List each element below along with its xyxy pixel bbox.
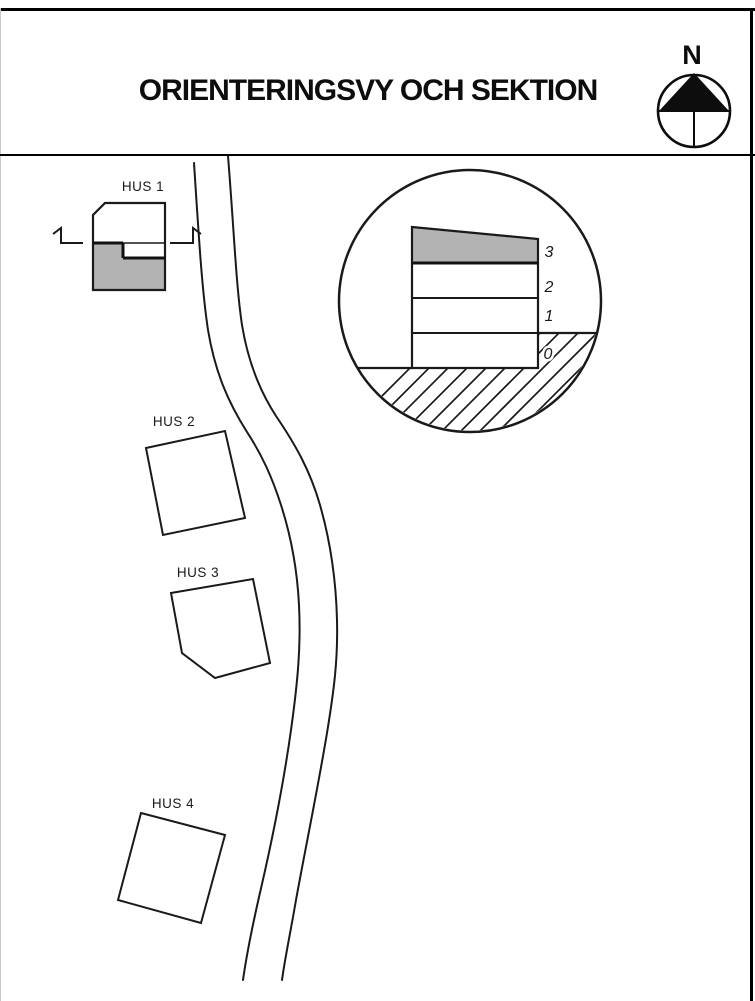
section-cut-mark-left (53, 228, 83, 243)
page-title: ORIENTERINGSVY OCH SEKTION (138, 74, 598, 107)
floor-label-2: 2 (544, 279, 554, 296)
hus-4-label: HUS 4 (151, 796, 195, 811)
hus-2-building (146, 414, 245, 535)
hus-4-building (118, 796, 225, 923)
hus-1-building (53, 179, 201, 290)
floor-label-0: 0 (543, 346, 553, 363)
floor-label-3: 3 (544, 244, 554, 261)
hus-3-building (171, 565, 270, 678)
hus-1-label: HUS 1 (121, 179, 165, 194)
hus-3-label: HUS 3 (176, 565, 220, 580)
section-detail (320, 170, 731, 458)
hus-1-shaded-area (93, 243, 165, 290)
compass-label: N (682, 40, 702, 70)
section-building (412, 227, 538, 368)
floor-label-1: 1 (544, 308, 554, 325)
section-cut-mark-right (170, 228, 201, 243)
north-arrow-icon (658, 40, 730, 147)
road-edge-right (228, 156, 337, 980)
hus-2-label: HUS 2 (152, 414, 196, 429)
